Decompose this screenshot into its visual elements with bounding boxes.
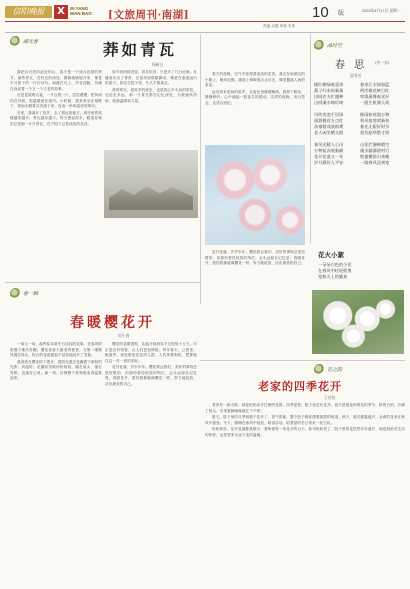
article-body-col1: 我把目光投向远处的山，春天是一个适合远望的季节。那些青瓦，在时光的深处，静静地铺展开来，像是岁月留下的一行行诗句。雨落在瓦上，声音清脆，仿佛在诉说着一个又一个古老的故事。 瓦是老屋的衣裳，一片压着一片，层层叠叠，把风雨挡在外面，把温暖留在屋内。小时候，我常常坐在屋檐下，看雨水顺着瓦沟流下来，连成一串串晶莹的珠帘。 后来，我离开了故乡，去了很远的地方。城市里的高楼越来越多，青瓦越来越少。每当想起故乡，眼前浮现的总是那一片片青瓦，在夕阳下泛着淡淡的光泽。 xyxy=(10,70,102,126)
article-title: 老家的四季花开 xyxy=(258,380,342,393)
column-divider xyxy=(200,34,201,304)
cherry-blossom-photo xyxy=(205,145,305,245)
article-title: 莽如青瓦 xyxy=(103,41,178,59)
poem-stanza-left: 桃红柳绿春意浓 燕子归来筑新巢 田间农夫忙播种 山间溪水响叮咚 风吹麦浪千层绿 雨润桃花万点红 孩童嬉戏放纸鸢 老人闲坐晒太阳 春风送暖入心田 万物复苏展新颜 花开花落又一年 岁月静好人平安 xyxy=(314,82,344,165)
column-tag: 湖光春 xyxy=(23,39,39,45)
row-divider xyxy=(200,360,405,361)
issue-date: 2023年4月17日 星期一 xyxy=(362,9,401,13)
flower-ornament-icon xyxy=(10,36,21,47)
editor-credits: 责编 余霞 审校 朱伟 xyxy=(263,24,296,28)
poem-title: 春 思 xyxy=(335,60,368,71)
page-suffix: 版 xyxy=(338,10,345,17)
landscape-photo xyxy=(104,150,198,218)
article4-body: 老家有一座小院，那是奶奶亲手打理的花园。四季更替，院子里总有花开。春天是桃花和梨花的季节，粉的白的，开满了枝头，引来蜜蜂嗡嗡地忙个不停。 夏天，院子里的月季和栀子花开了，香气浓郁，整个院子都弥漫着甜甜的味道。秋天，菊花傲霜盛开，金黄的花朵在秋风中摇曳。冬天，腊梅在寒风中绽放，暗香浮动，给萧瑟的冬日带来一丝生机。 奶奶常说，花开花落都是缘分，要珍惜每一朵花开的日子。如今奶奶老了，院子里的花依然年年盛开，那是奶奶对生活的热爱，也是老家永远不变的温暖。 xyxy=(205,403,405,437)
masthead-logo: 信阳晚报 xyxy=(5,6,52,18)
section-title: [文旅周刊·南湖] xyxy=(108,9,190,21)
header-subrule xyxy=(5,32,405,33)
row-divider xyxy=(5,282,200,283)
page-number: 10 xyxy=(312,4,329,21)
caption-lines: 一朵朵白色的小花 在春风中轻轻摇曳 宛如天上的繁星 xyxy=(318,262,352,279)
caption-tag: 花火小絮 xyxy=(318,251,344,259)
column-tag: 花之韵 xyxy=(327,367,343,373)
flower-ornament-icon xyxy=(10,288,21,299)
flower-ornament-icon xyxy=(314,40,325,51)
article2-body-col3: 花开花落，岁岁年年。樱花教会我们，美好的事物总是短暂的，但那份曾经绽放的绚烂，会永远留在记忆里。春暖花开，愿你我都能像樱花一样，努力地绽放，活出最美的自己。 xyxy=(205,250,305,265)
masthead-x-logo: X xyxy=(54,5,68,19)
header-rule xyxy=(5,21,405,22)
column-tag: 品时空 xyxy=(327,43,343,49)
column-tag: 春一瞬 xyxy=(23,291,39,297)
poem-byline: 邵秀芳 xyxy=(350,73,362,78)
column-divider xyxy=(310,34,311,244)
article-byline: 王若怡 xyxy=(324,395,336,400)
article2-body-col2: 樱花的花期很短，从盛开到凋零不过短短十几天。可正是这份短暂，让人们更加珍惜。每年春天，公园里、街道旁，到处都是赏花的人群，人们拿着相机，想要留住这一年一度的美好。 花开花落，岁岁年年。樱花教会我们，美好的事物总是短暂的，但那份曾经绽放的绚烂，会永远留在记忆里。春暖花开，愿你我都能像樱花一样，努力地绽放，活出最美的自己。 xyxy=(105,342,197,386)
article-body-col2: 如今再回到老屋，青瓦依旧，只是多了几分沧桑。瓦缝里长出了青苔，在春风里微微颤动，像是在欢迎远归的游子。我站在院子里，久久不愿离去。 莽莽青瓦，是故乡的底色，也是我心中永远的牵挂。无论走多远，那一片青瓦都在记忆深处，为我遮风挡雨，给我温暖和力量。 xyxy=(105,70,197,103)
article-byline: 杨新日 xyxy=(152,62,164,67)
masthead-pinyin: IN YANG WAN BAO xyxy=(70,6,92,16)
flower-ornament-icon xyxy=(314,364,325,375)
white-flower-photo xyxy=(312,290,404,354)
poem-title-suffix: (外一首) xyxy=(375,60,390,65)
poem-stanza-right: 春来江水绿如蓝 两岸桃花映日红 莺歌燕舞春光好 一派生机满人间 细雨如丝润万物 和风似剪裁新枝 春光无限好时节 莫负韶华惜寸阴 山花烂漫映晴空 溪水潺潺绕村行 牧童横笛归来晚 一路春风送到家 xyxy=(360,82,390,165)
article2-body-col1: 一场又一场，那些原本被冬日冰封的花事，在春风的吹拂下渐次苏醒。樱花是春天最美的使者，当第一缕暖风拂过枝头，粉白的花苞便迫不及待地绽开了笑脸。 我喜欢在樱花树下漫步，看阳光透过花瓣洒下斑驳的光影。风起时，花瓣如雪般纷纷扬扬，落在肩头，落在发梢，也落在心里。那一刻，仿佛整个世界都变得温柔起来。 xyxy=(10,342,102,380)
article-byline: 周小春 xyxy=(118,333,130,338)
article-body-col3: 春天的夜晚，空气中弥漫着淡淡的花香。我走在南湖边的小路上，晚风轻拂，湖面上倒映着点点灯光，像是撒落人间的星星。 远处传来悠扬的笛声，在夜色里缓缓飘荡。我停下脚步，静静聆听，心中涌起一股莫名的感动。这样的夜晚，适合思念，也适合回忆。 xyxy=(205,72,305,105)
article-title: 春暖樱花开 xyxy=(70,315,155,331)
